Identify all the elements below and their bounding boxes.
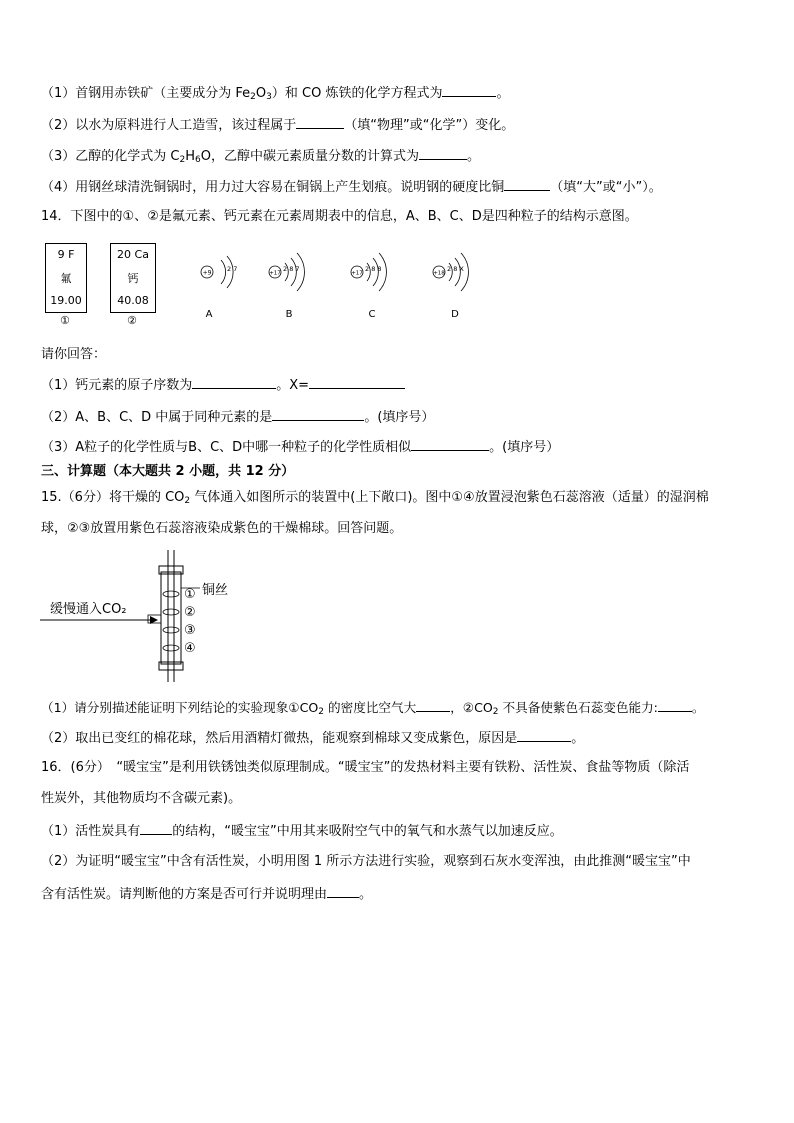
- text: 。: [571, 731, 585, 746]
- answer-blank[interactable]: [517, 728, 571, 742]
- atom-label: D: [451, 309, 459, 320]
- text: 。: [466, 149, 480, 164]
- subscript: 2: [492, 707, 499, 717]
- subscript: 3: [266, 92, 272, 102]
- answer-blank[interactable]: [309, 375, 405, 389]
- text: （1）首钢用赤铁矿（主要成分为 Fe: [41, 86, 251, 101]
- electron-counts: 2 7: [227, 265, 238, 273]
- subscript: 6: [195, 155, 201, 165]
- q15-answer-2: [41, 728, 584, 748]
- atom-structure-diagrams: [185, 240, 485, 325]
- text: （4）用钢丝球清洗铜锅时，用力过大容易在铜锅上产生划痕。说明钢的硬度比铜: [41, 180, 505, 195]
- card-label: ②: [127, 314, 137, 327]
- atom-label: B: [285, 309, 293, 320]
- text: O: [255, 86, 267, 101]
- cotton-ball: [163, 591, 179, 597]
- text: O，乙醇中碳元素质量分数的计算式为: [200, 149, 419, 164]
- element-card-calcium: [110, 243, 156, 313]
- text: 。: [496, 86, 510, 101]
- q14-stem: 14．下图中的①、②是氟元素、钙元素在元素周期表中的信息，A、B、C、D是四种粒子的结构示意图。: [41, 209, 638, 224]
- text: 含有活性炭。请判断他的方案是否可行并说明理由: [41, 887, 328, 902]
- q16-answer-1: [41, 821, 563, 841]
- position-mark: ①: [184, 587, 196, 602]
- subscript: 2: [250, 92, 256, 102]
- text: （1）请分别描述能证明下列结论的实验现象①CO: [41, 700, 319, 715]
- answer-blank[interactable]: [416, 698, 450, 712]
- q14-answer-2: [41, 407, 434, 427]
- position-mark: ②: [184, 605, 196, 620]
- text: 。: [359, 887, 373, 902]
- text: H: [185, 149, 195, 164]
- atom-diagram-d: [433, 253, 468, 291]
- electron-counts: 2 8 7: [283, 265, 300, 273]
- atomic-number-symbol: 20 Ca: [117, 248, 149, 261]
- nucleus-charge: +18: [433, 270, 445, 277]
- subscript: 2: [179, 155, 186, 165]
- section-heading: 三、计算题（本大题共 2 小题，共 12 分）: [41, 464, 295, 479]
- answer-blank[interactable]: [658, 698, 692, 712]
- atom-diagram-b: [269, 253, 304, 291]
- text: 。(填序号）: [489, 440, 560, 455]
- answer-blank[interactable]: [327, 884, 359, 898]
- q14-prompt: 请你回答：: [41, 347, 107, 362]
- atom-diagram-c: [351, 253, 386, 291]
- text: 。(填序号）: [364, 410, 435, 425]
- text: ，②CO: [450, 700, 493, 715]
- atomic-number-symbol: 9 F: [57, 248, 75, 261]
- element-name: 氟: [60, 272, 72, 285]
- q16-answer-2-line-2: [41, 884, 372, 904]
- element-name: 钙: [127, 272, 139, 285]
- nucleus-charge: +9: [202, 269, 212, 277]
- answer-blank[interactable]: [411, 437, 489, 451]
- cotton-ball: [163, 645, 179, 651]
- inlet-label: 缓慢通入CO₂: [50, 602, 127, 617]
- text: （2）取出已变红的棉花球，然后用酒精灯微热，能观察到棉球又变成紫色，原因是: [41, 731, 518, 746]
- atomic-mass: 19.00: [50, 294, 82, 307]
- text: （2）A、B、C、D 中属于同种元素的是: [41, 410, 273, 425]
- q13-line-4: [41, 177, 662, 197]
- text: 不具备使紫色石蕊变色能力:: [498, 700, 658, 715]
- q13-line-2: [41, 115, 514, 135]
- text: （3）乙醇的化学式为 C: [41, 149, 180, 164]
- bottom-stopper: [159, 662, 183, 670]
- text: （3）A粒子的化学性质与B、C、D中哪一种粒子的化学性质相似: [41, 440, 412, 455]
- card-label: ①: [60, 314, 70, 327]
- electron-counts: 2 8 8: [365, 265, 382, 273]
- text: 气体通入如图所示的装置中(上下敞口)。图中①④放置浸泡紫色石蕊溶液（适量）的湿润棉: [190, 490, 709, 505]
- cotton-ball: [163, 627, 179, 633]
- subscript: 2: [184, 496, 191, 506]
- wire-label: 铜丝: [202, 583, 229, 598]
- q15-answer-1: [41, 698, 705, 717]
- element-card-fluorine: [45, 243, 87, 313]
- position-mark: ③: [184, 623, 196, 638]
- text: 的密度比空气大: [324, 700, 417, 715]
- nucleus-charge: +17: [351, 270, 363, 277]
- q16-line-1: 16．(6分） “暖宝宝”是利用铁锈蚀类似原理制成。“暖宝宝”的发热材料主要有铁粉、活性炭、食盐等物质（除活: [41, 760, 690, 775]
- answer-blank[interactable]: [504, 177, 550, 191]
- q16-answer-2-line-1: （2）为证明“暖宝宝”中含有活性炭，小明用图 1 所示方法进行实验，观察到石灰水变浑浊，由此推测“暖宝宝”中: [41, 854, 691, 869]
- answer-blank[interactable]: [192, 375, 276, 389]
- q13-line-3: [41, 146, 480, 166]
- q14-answer-1: [41, 375, 405, 395]
- cotton-ball: [163, 609, 179, 615]
- answer-blank[interactable]: [419, 146, 467, 160]
- answer-blank[interactable]: [442, 83, 496, 97]
- electron-counts: 2 8 X: [447, 265, 464, 273]
- atom-label: A: [205, 309, 213, 320]
- atom-diagram-a: [201, 256, 237, 288]
- q16-line-2: 性炭外，其他物质均不含碳元素)。: [41, 791, 242, 806]
- atom-label: C: [368, 309, 376, 320]
- q15-line-1: [41, 489, 709, 507]
- text: （2）以水为原料进行人工造雪，该过程属于: [41, 118, 297, 133]
- nucleus-charge: +17: [269, 270, 281, 277]
- q14-answer-3: [41, 437, 559, 457]
- text: 15.（6分）将干燥的 CO: [41, 490, 185, 505]
- atomic-mass: 40.08: [117, 294, 149, 307]
- text: （1）活性炭具有: [41, 824, 141, 839]
- answer-blank[interactable]: [140, 821, 172, 835]
- text: ）和 CO 炼铁的化学方程式为: [271, 86, 443, 101]
- subscript: 2: [318, 707, 325, 717]
- q13-line-1: [41, 83, 509, 103]
- top-stopper: [159, 566, 183, 574]
- text: （1）钙元素的原子序数为: [41, 378, 193, 393]
- text: （填“大”或“小”）。: [550, 180, 662, 195]
- position-mark: ④: [184, 641, 196, 656]
- text: 的结构，“暖宝宝”中用其来吸附空气中的氧气和水蒸气以加速反应。: [172, 824, 563, 839]
- text: （填“物理”或“化学”）变化。: [344, 118, 515, 133]
- text: 。X=: [276, 378, 310, 393]
- q15-line-2: 球，②③放置用紫色石蕊溶液染成紫色的干燥棉球。回答问题。: [41, 521, 403, 536]
- answer-blank[interactable]: [272, 407, 364, 421]
- answer-blank[interactable]: [296, 115, 344, 129]
- text: 。: [691, 700, 705, 715]
